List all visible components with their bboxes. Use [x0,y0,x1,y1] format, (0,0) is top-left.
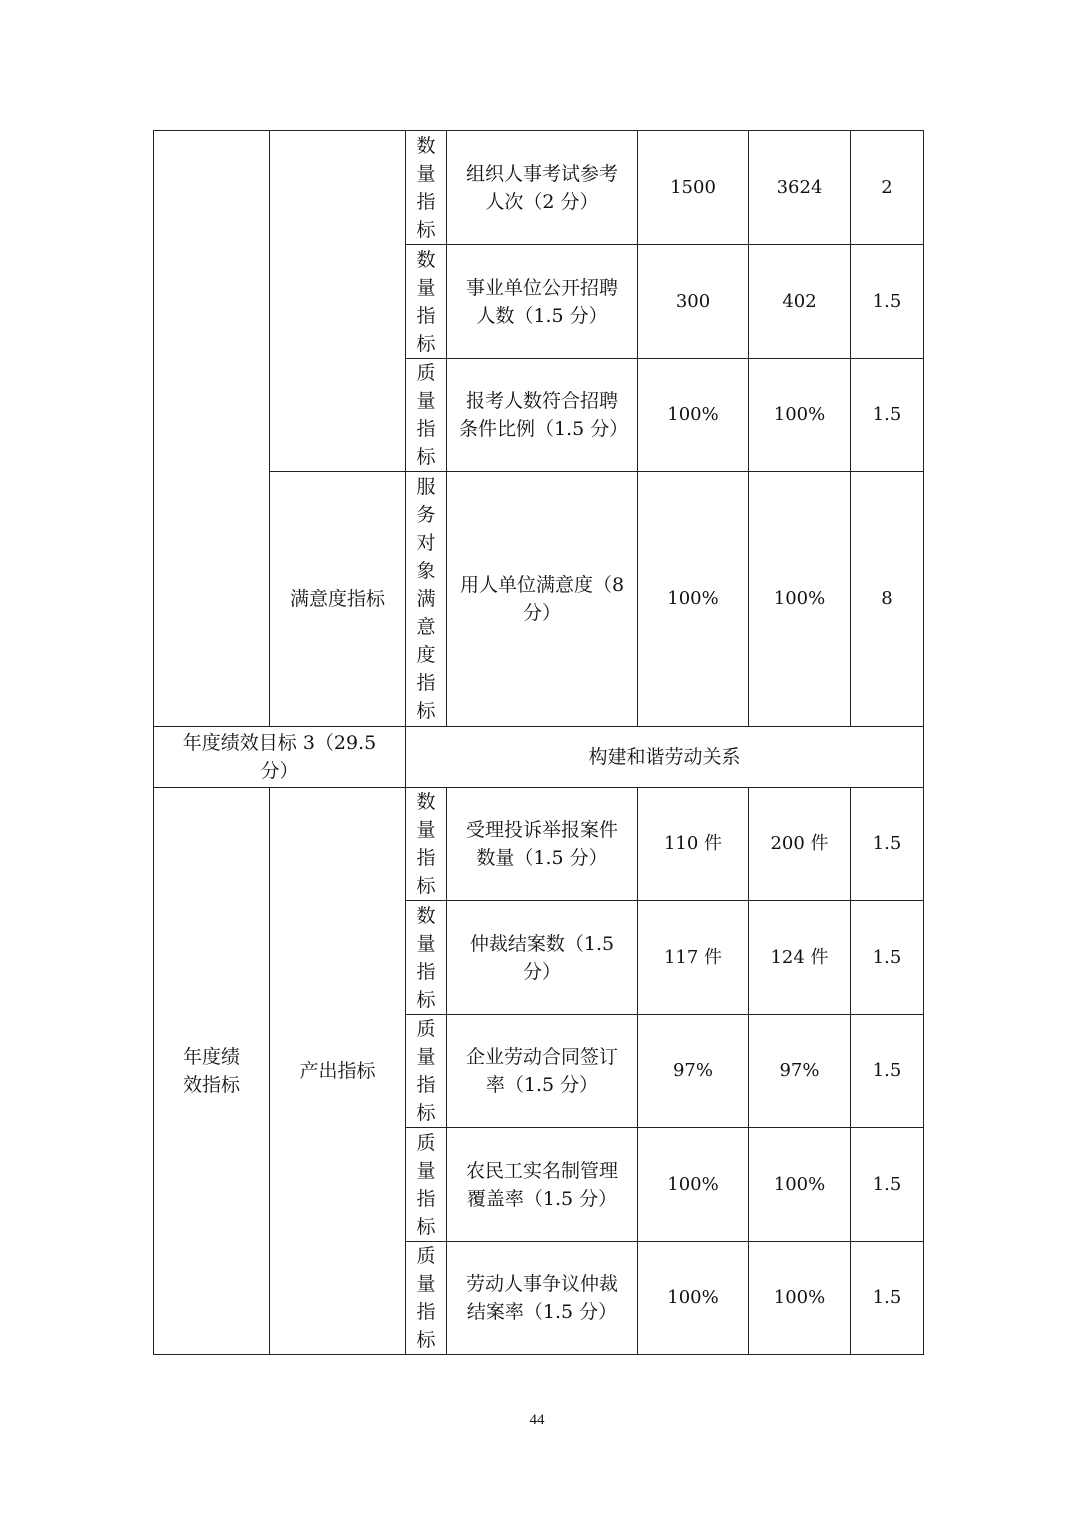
indicator-type-cell: 质 量 指 标 [406,1015,447,1128]
actual-value-cell: 124 件 [749,901,851,1015]
indicator-type-cell: 质 量 指 标 [406,1128,447,1242]
level1-cell-blank [154,131,270,727]
indicator-type-cell: 数 量 指 标 [406,788,447,901]
table-row [154,472,924,727]
score-cell: 1.5 [851,788,924,901]
score-cell: 1.5 [851,359,924,472]
target-value-cell: 100% [638,1242,749,1355]
goal-row [154,727,924,788]
target-value-cell: 1500 [638,131,749,245]
table-row [154,131,924,245]
goal-content-cell: 构建和谐劳动关系 [406,727,924,788]
actual-value-cell: 200 件 [749,788,851,901]
target-value-cell: 100% [638,472,749,727]
performance-table [153,130,924,1355]
score-cell: 1.5 [851,1015,924,1128]
target-value-cell: 100% [638,359,749,472]
indicator-name-cell: 仲裁结案数（1.5 分） [447,901,638,1015]
target-value-cell: 117 件 [638,901,749,1015]
score-cell: 1.5 [851,1128,924,1242]
indicator-type-cell: 数 量 指 标 [406,901,447,1015]
actual-value-cell: 97% [749,1015,851,1128]
actual-value-cell: 100% [749,1128,851,1242]
actual-value-cell: 402 [749,245,851,359]
indicator-name-cell: 事业单位公开招聘人数（1.5 分） [447,245,638,359]
actual-value-cell: 100% [749,1242,851,1355]
score-cell: 8 [851,472,924,727]
indicator-name-cell: 农民工实名制管理覆盖率（1.5 分） [447,1128,638,1242]
actual-value-cell: 3624 [749,131,851,245]
indicator-type-cell: 质 量 指 标 [406,359,447,472]
page-number: 44 [529,1412,545,1428]
indicator-type-cell: 服 务 对 象 满 意 度 指 标 [406,472,447,727]
score-cell: 2 [851,131,924,245]
level2-cell-blank [270,131,406,472]
indicator-type-cell: 数 量 指 标 [406,131,447,245]
score-cell: 1.5 [851,245,924,359]
target-value-cell: 300 [638,245,749,359]
indicator-type-cell: 数 量 指 标 [406,245,447,359]
score-cell: 1.5 [851,901,924,1015]
indicator-name-cell: 用人单位满意度（8 分） [447,472,638,727]
target-value-cell: 97% [638,1015,749,1128]
score-cell: 1.5 [851,1242,924,1355]
satisfaction-category-cell: 满意度指标 [270,472,406,727]
level2-cell: 产出指标 [270,788,406,1355]
actual-value-cell: 100% [749,359,851,472]
table-row [154,788,924,901]
level1-label: 年度绩效指标 [183,1046,241,1096]
indicator-name-cell: 受理投诉举报案件数量（1.5 分） [447,788,638,901]
indicator-name-cell: 企业劳动合同签订率（1.5 分） [447,1015,638,1128]
indicator-name-cell: 组织人事考试参考人次（2 分） [447,131,638,245]
indicator-name-cell: 报考人数符合招聘条件比例（1.5 分） [447,359,638,472]
actual-value-cell: 100% [749,472,851,727]
target-value-cell: 110 件 [638,788,749,901]
level1-cell [154,788,270,1355]
target-value-cell: 100% [638,1128,749,1242]
indicator-type-cell: 质 量 指 标 [406,1242,447,1355]
indicator-name-cell: 劳动人事争议仲裁结案率（1.5 分） [447,1242,638,1355]
goal-label-cell: 年度绩效目标 3（29.5 分） [154,727,406,788]
